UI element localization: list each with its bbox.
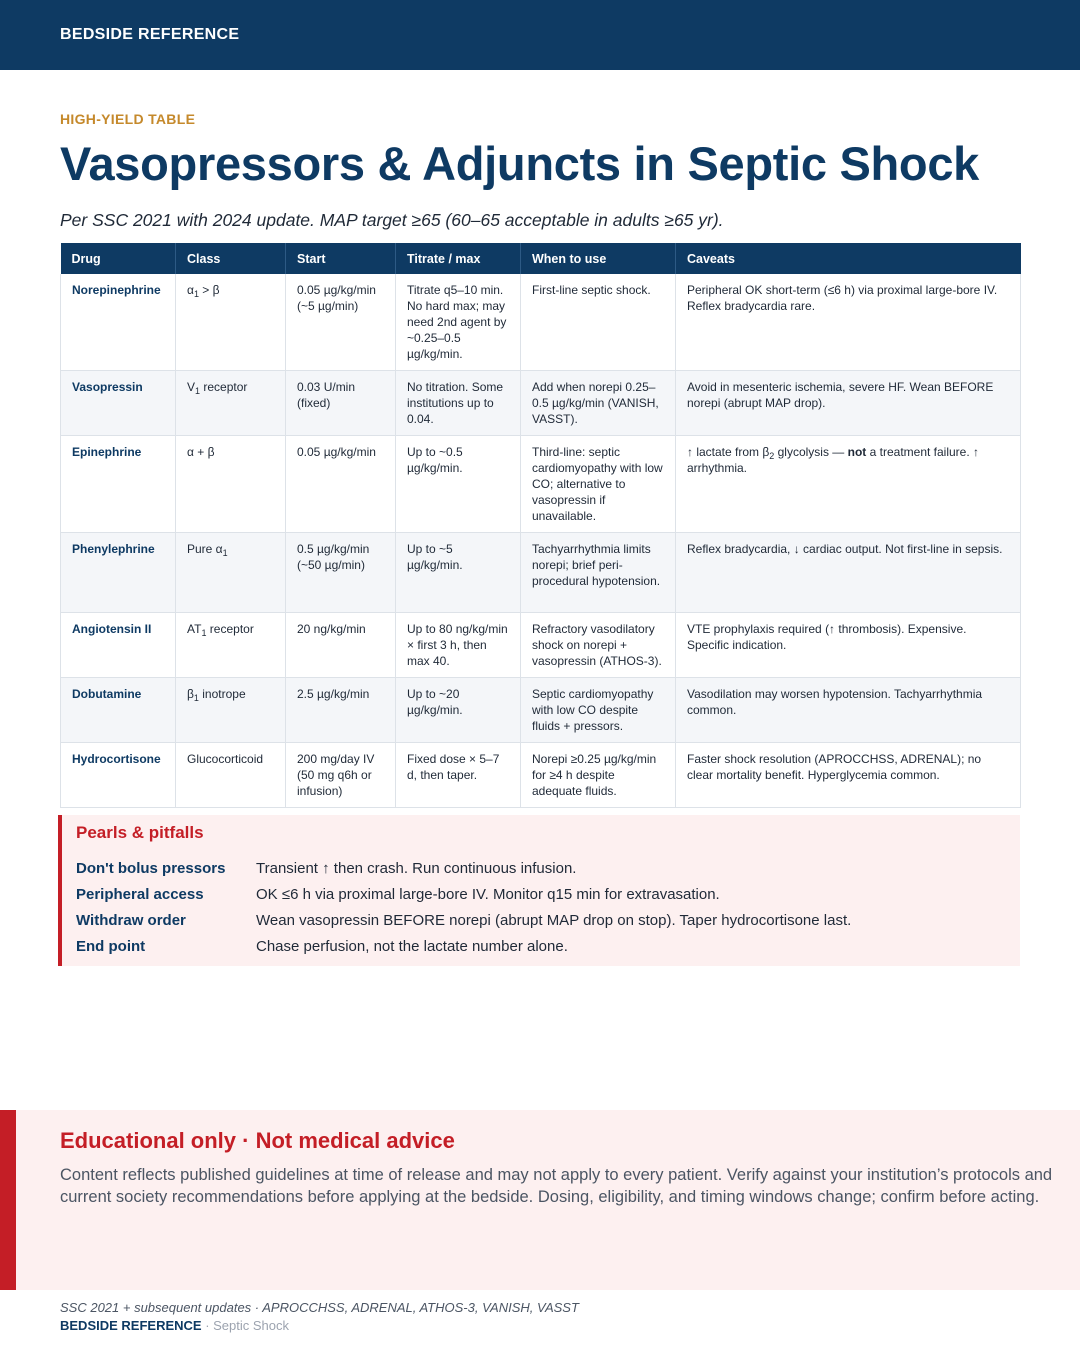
titrate-max: Up to ~20 µg/kg/min. [396,678,521,743]
table-row [61,743,1021,808]
pearl-item [76,855,1020,881]
column-header-start: Start [286,243,396,274]
titrate-max: Up to ~0.5 µg/kg/min. [396,436,521,533]
drug-class: $V_1$ receptor [176,371,286,436]
caveats: Faster shock resolution (APROCCHSS, ADRENAL); no clear mortality benefit. Hyperglycemia common. [676,743,1021,808]
caveats: Reflex bradycardia, ↓ cardiac output. Not first-line in sepsis. [676,533,1021,613]
footer-sources: SSC 2021 + subsequent updates · APROCCHSS, ADRENAL, ATHOS-3, VANISH, VASST [60,1300,579,1315]
titrate-max: Up to 80 ng/kg/min × first 3 h, then max 40. [396,613,521,678]
table-row [61,533,1021,613]
vasopressor-table [60,243,1021,808]
titrate-max: Up to ~5 µg/kg/min. [396,533,521,613]
table-row [61,274,1021,371]
column-header-titrate: Titrate / max [396,243,521,274]
titrate-max: Titrate q5–10 min. No hard max; may need 2nd agent by ~0.25–0.5 µg/kg/min. [396,274,521,371]
pearl-key: End point [76,937,146,955]
drug-name: Norepinephrine [61,274,176,371]
table-row [61,371,1021,436]
section-eyebrow: HIGH-YIELD TABLE [60,111,196,127]
header-band [0,0,1080,70]
pearls-title: Pearls & pitfalls [76,823,204,842]
caveats: VTE prophylaxis required (↑ thrombosis). Expensive. Specific indication. [676,613,1021,678]
pearl-value: Chase perfusion, not the lactate number alone. [256,937,568,955]
drug-name: Dobutamine [61,678,176,743]
drug-name: Vasopressin [61,371,176,436]
start-dose: 0.05 µg/kg/min (~5 µg/min) [286,274,396,371]
pearl-item [76,881,1020,907]
footer-brand [60,1318,289,1333]
disclaimer-title: Educational only · Not medical advice [60,1128,455,1153]
drug-class: $\alpha_1 > \beta$ [176,274,286,371]
table-row [61,613,1021,678]
table-row [61,678,1021,743]
when-to-use: Tachyarrhythmia limits norepi; brief peri-procedural hypotension. [521,533,676,613]
pearl-key: Peripheral access [76,885,204,903]
footer-section-label: · Septic Shock [201,1318,290,1333]
when-to-use: First-line septic shock. [521,274,676,371]
titrate-max: Fixed dose × 5–7 d, then taper. [396,743,521,808]
drug-class: Pure $\alpha_1$ [176,533,286,613]
disclaimer-body: Content reflects published guidelines at time of release and may not apply to every patient. Verify against your institution’s protocols and current society recommendations before applying at the bedside. Dosing, eligibility, and timing windows change; confirm before acting. [60,1166,1053,1206]
drug-class: α + β [176,436,286,533]
pearl-value: OK ≤6 h via proximal large-bore IV. Monitor q15 min for extravasation. [256,885,720,903]
when-to-use: Norepi ≥0.25 µg/kg/min for ≥4 h despite adequate fluids. [521,743,676,808]
pearl-value: Transient ↑ then crash. Run continuous infusion. [256,859,577,877]
when-to-use: Third-line: septic cardiomyopathy with low CO; alternative to vasopressin if unavailable. [521,436,676,533]
pearl-key: Withdraw order [76,911,186,929]
start-dose: 2.5 µg/kg/min [286,678,396,743]
column-header-drug: Drug [61,243,176,274]
table-row [61,436,1021,533]
disclaimer-panel [0,1110,1080,1290]
pearl-key: Don't bolus pressors [76,859,226,877]
page-title: Vasopressors & Adjuncts in Septic Shock [60,137,980,190]
footer-brand-label: BEDSIDE REFERENCE [60,1318,202,1333]
column-header-when: When to use [521,243,676,274]
disclaimer-accent-bar [0,1110,16,1290]
start-dose: 0.03 U/min (fixed) [286,371,396,436]
start-dose: 200 mg/day IV (50 mg q6h or infusion) [286,743,396,808]
caveats: Peripheral OK short-term (≤6 h) via proximal large-bore IV. Reflex bradycardia rare. [676,274,1021,371]
titrate-max: No titration. Some institutions up to 0.04. [396,371,521,436]
drug-name: Epinephrine [61,436,176,533]
column-header-caveats: Caveats [676,243,1021,274]
pearl-item [76,907,1020,933]
drug-class: $\beta_1$ inotrope [176,678,286,743]
page-subtitle: Per SSC 2021 with 2024 update. MAP target ≥65 (60–65 acceptable in adults ≥65 yr). [60,210,724,230]
start-dose: 20 ng/kg/min [286,613,396,678]
pearl-item [76,933,1020,959]
drug-name: Angiotensin II [61,613,176,678]
drug-name: Hydrocortisone [61,743,176,808]
drug-class: $AT_1$ receptor [176,613,286,678]
header-label: BEDSIDE REFERENCE [60,26,240,43]
when-to-use: Refractory vasodilatory shock on norepi + vasopressin (ATHOS-3). [521,613,676,678]
table-header-row [61,243,1021,274]
caveats: Vasodilation may worsen hypotension. Tachyarrhythmia common. [676,678,1021,743]
pearl-value: Wean vasopressin BEFORE norepi (abrupt MAP drop on stop). Taper hydrocortisone last. [256,911,852,929]
start-dose: 0.05 µg/kg/min [286,436,396,533]
when-to-use: Add when norepi 0.25–0.5 µg/kg/min (VANISH, VASST). [521,371,676,436]
drug-class: Glucocorticoid [176,743,286,808]
column-header-class: Class [176,243,286,274]
pearls-callout [58,815,1020,966]
caveats: ↑ lactate from $\beta_2$ glycolysis — not a treatment failure. ↑ arrhythmia. [676,436,1021,533]
start-dose: 0.5 µg/kg/min (~50 µg/min) [286,533,396,613]
drug-name: Phenylephrine [61,533,176,613]
when-to-use: Septic cardiomyopathy with low CO despite fluids + pressors. [521,678,676,743]
caveats: Avoid in mesenteric ischemia, severe HF. Wean BEFORE norepi (abrupt MAP drop). [676,371,1021,436]
